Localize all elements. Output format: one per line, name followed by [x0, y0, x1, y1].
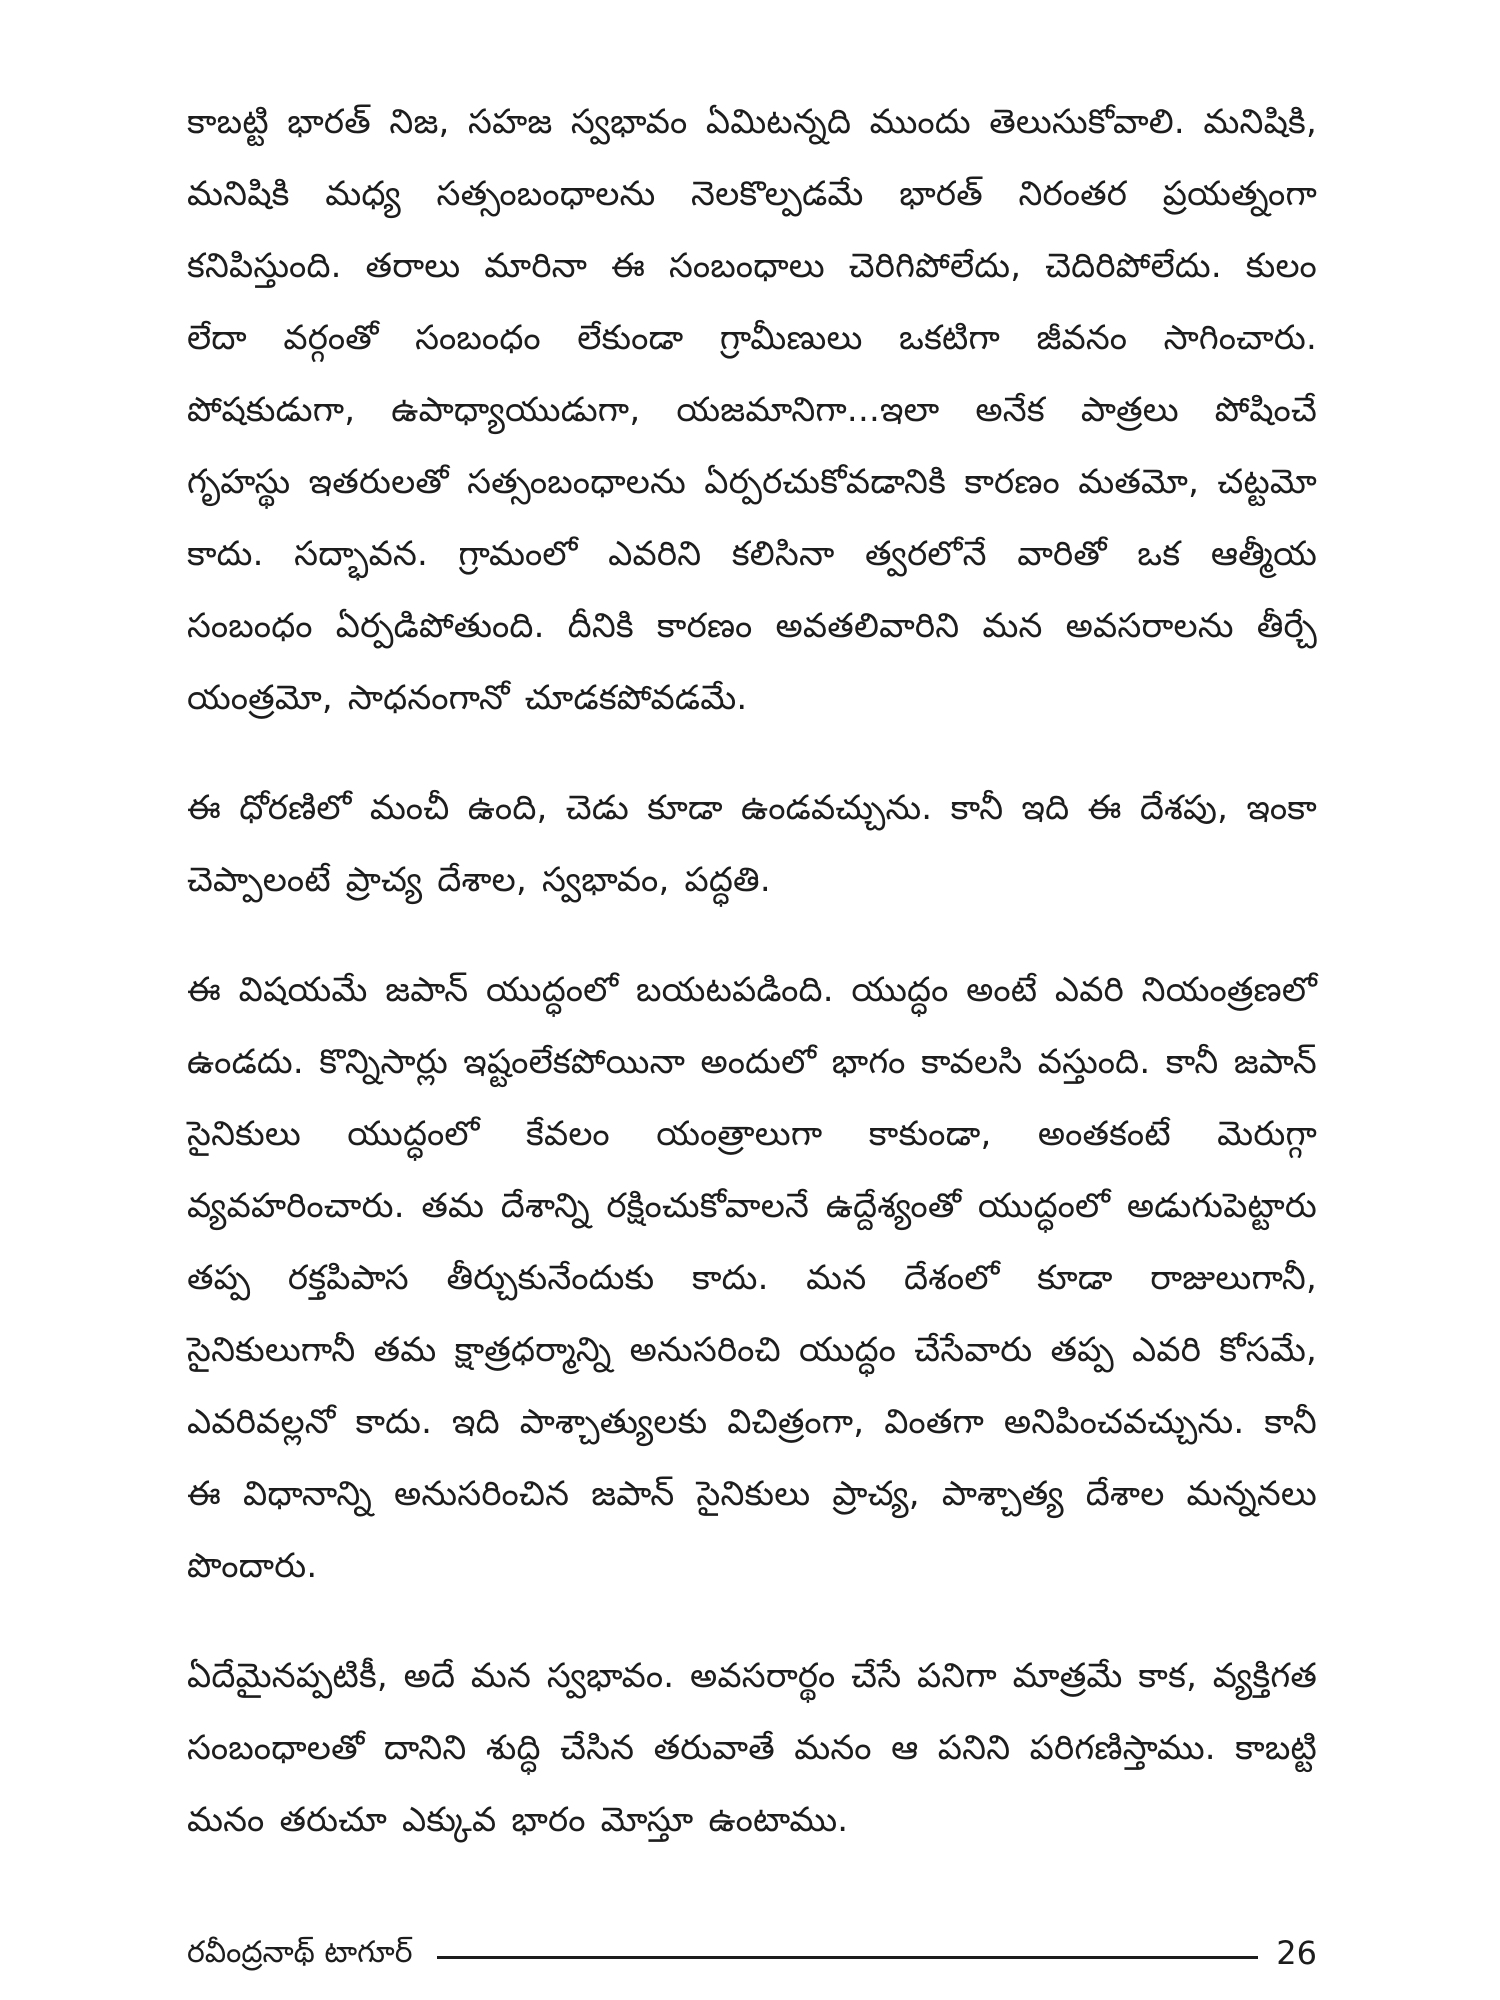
paragraph-3: ఈ విషయమే జపాన్ యుద్ధంలో బయటపడింది. యుద్ధం అంటే ఎవరి నియంత్రణలో ఉండదు. కొన్నిసార్లు ఇష్టంలేకపోయినా అందులో భాగం కావలసి వస్తుంది. కానీ జపాన్ సైనికులు యుద్ధంలో కేవలం యంత్రాలుగా కాకుండా, అంతకంటే మెరుగ్గా వ్యవహరించారు. తమ దేశాన్ని రక్షించుకోవాలనే ఉద్దేశ్యంతో యుద్ధంలో అడుగుపెట్టారు తప్ప రక్తపిపాస తీర్చుకునేందుకు కాదు. మన దేశంలో కూడా రాజులుగానీ, సైనికులుగానీ తమ క్షాత్రధర్మాన్ని అనుసరించి యుద్ధం చేసేవారు తప్ప ఎవరి కోసమే, ఎవరివల్లనో కాదు. ఇది పాశ్చాత్యులకు విచిత్రంగా, వింతగా అనిపించవచ్చును. కానీ ఈ విధానాన్ని అనుసరించిన జపాన్ సైనికులు ప్రాచ్య, పాశ్చాత్య దేశాల మన్ననలు పొందారు.	[187, 970, 1317, 1586]
page-number: 26	[1276, 1934, 1317, 1972]
page-footer	[187, 1925, 1317, 1981]
footer-author: రవీంద్రనాథ్ టాగూర్	[187, 1935, 413, 1970]
page-body	[187, 86, 1317, 1856]
paragraph-1: కాబట్టి భారత్ నిజ, సహజ స్వభావం ఏమిటన్నది ముందు తెలుసుకోవాలి. మనిషికి, మనిషికి మధ్య సత్సంబంధాలను నెలకొల్పడమే భారత్ నిరంతర ప్రయత్నంగా కనిపిస్తుంది. తరాలు మారినా ఈ సంబంధాలు చెరిగిపోలేదు, చెదిరిపోలేదు. కులం లేదా వర్గంతో సంబంధం లేకుండా గ్రామీణులు ఒకటిగా జీవనం సాగించారు. పోషకుడుగా, ఉపాధ్యాయుడుగా, యజమానిగా...ఇలా అనేక పాత్రలు పోషించే గృహస్థు ఇతరులతో సత్సంబంధాలను ఏర్పరచుకోవడానికి కారణం మతమో, చట్టమో కాదు. సద్భావన. గ్రామంలో ఎవరిని కలిసినా త్వరలోనే వారితో ఒక ఆత్మీయ సంబంధం ఏర్పడిపోతుంది. దీనికి కారణం అవతలివారిని మన అవసరాలను తీర్చే యంత్రమో, సాధనంగానో చూడకపోవడమే.	[187, 102, 1317, 718]
footer-divider-line	[437, 1956, 1259, 1959]
paragraph-2: ఈ ధోరణిలో మంచీ ఉంది, చెడు కూడా ఉండవచ్చును. కానీ ఇది ఈ దేశపు, ఇంకా చెప్పాలంటే ప్రాచ్య దేశాల, స్వభావం, పద్ధతి.	[187, 788, 1317, 900]
paragraph-4: ఏదేమైనప్పటికీ, అదే మన స్వభావం. అవసరార్థం చేసే పనిగా మాత్రమే కాక, వ్యక్తిగత సంబంధాలతో దానిని శుద్ధి చేసిన తరువాతే మనం ఆ పనిని పరిగణిస్తాము. కాబట్టి మనం తరుచూ ఎక్కువ భారం మోస్తూ ఉంటాము.	[187, 1656, 1317, 1840]
